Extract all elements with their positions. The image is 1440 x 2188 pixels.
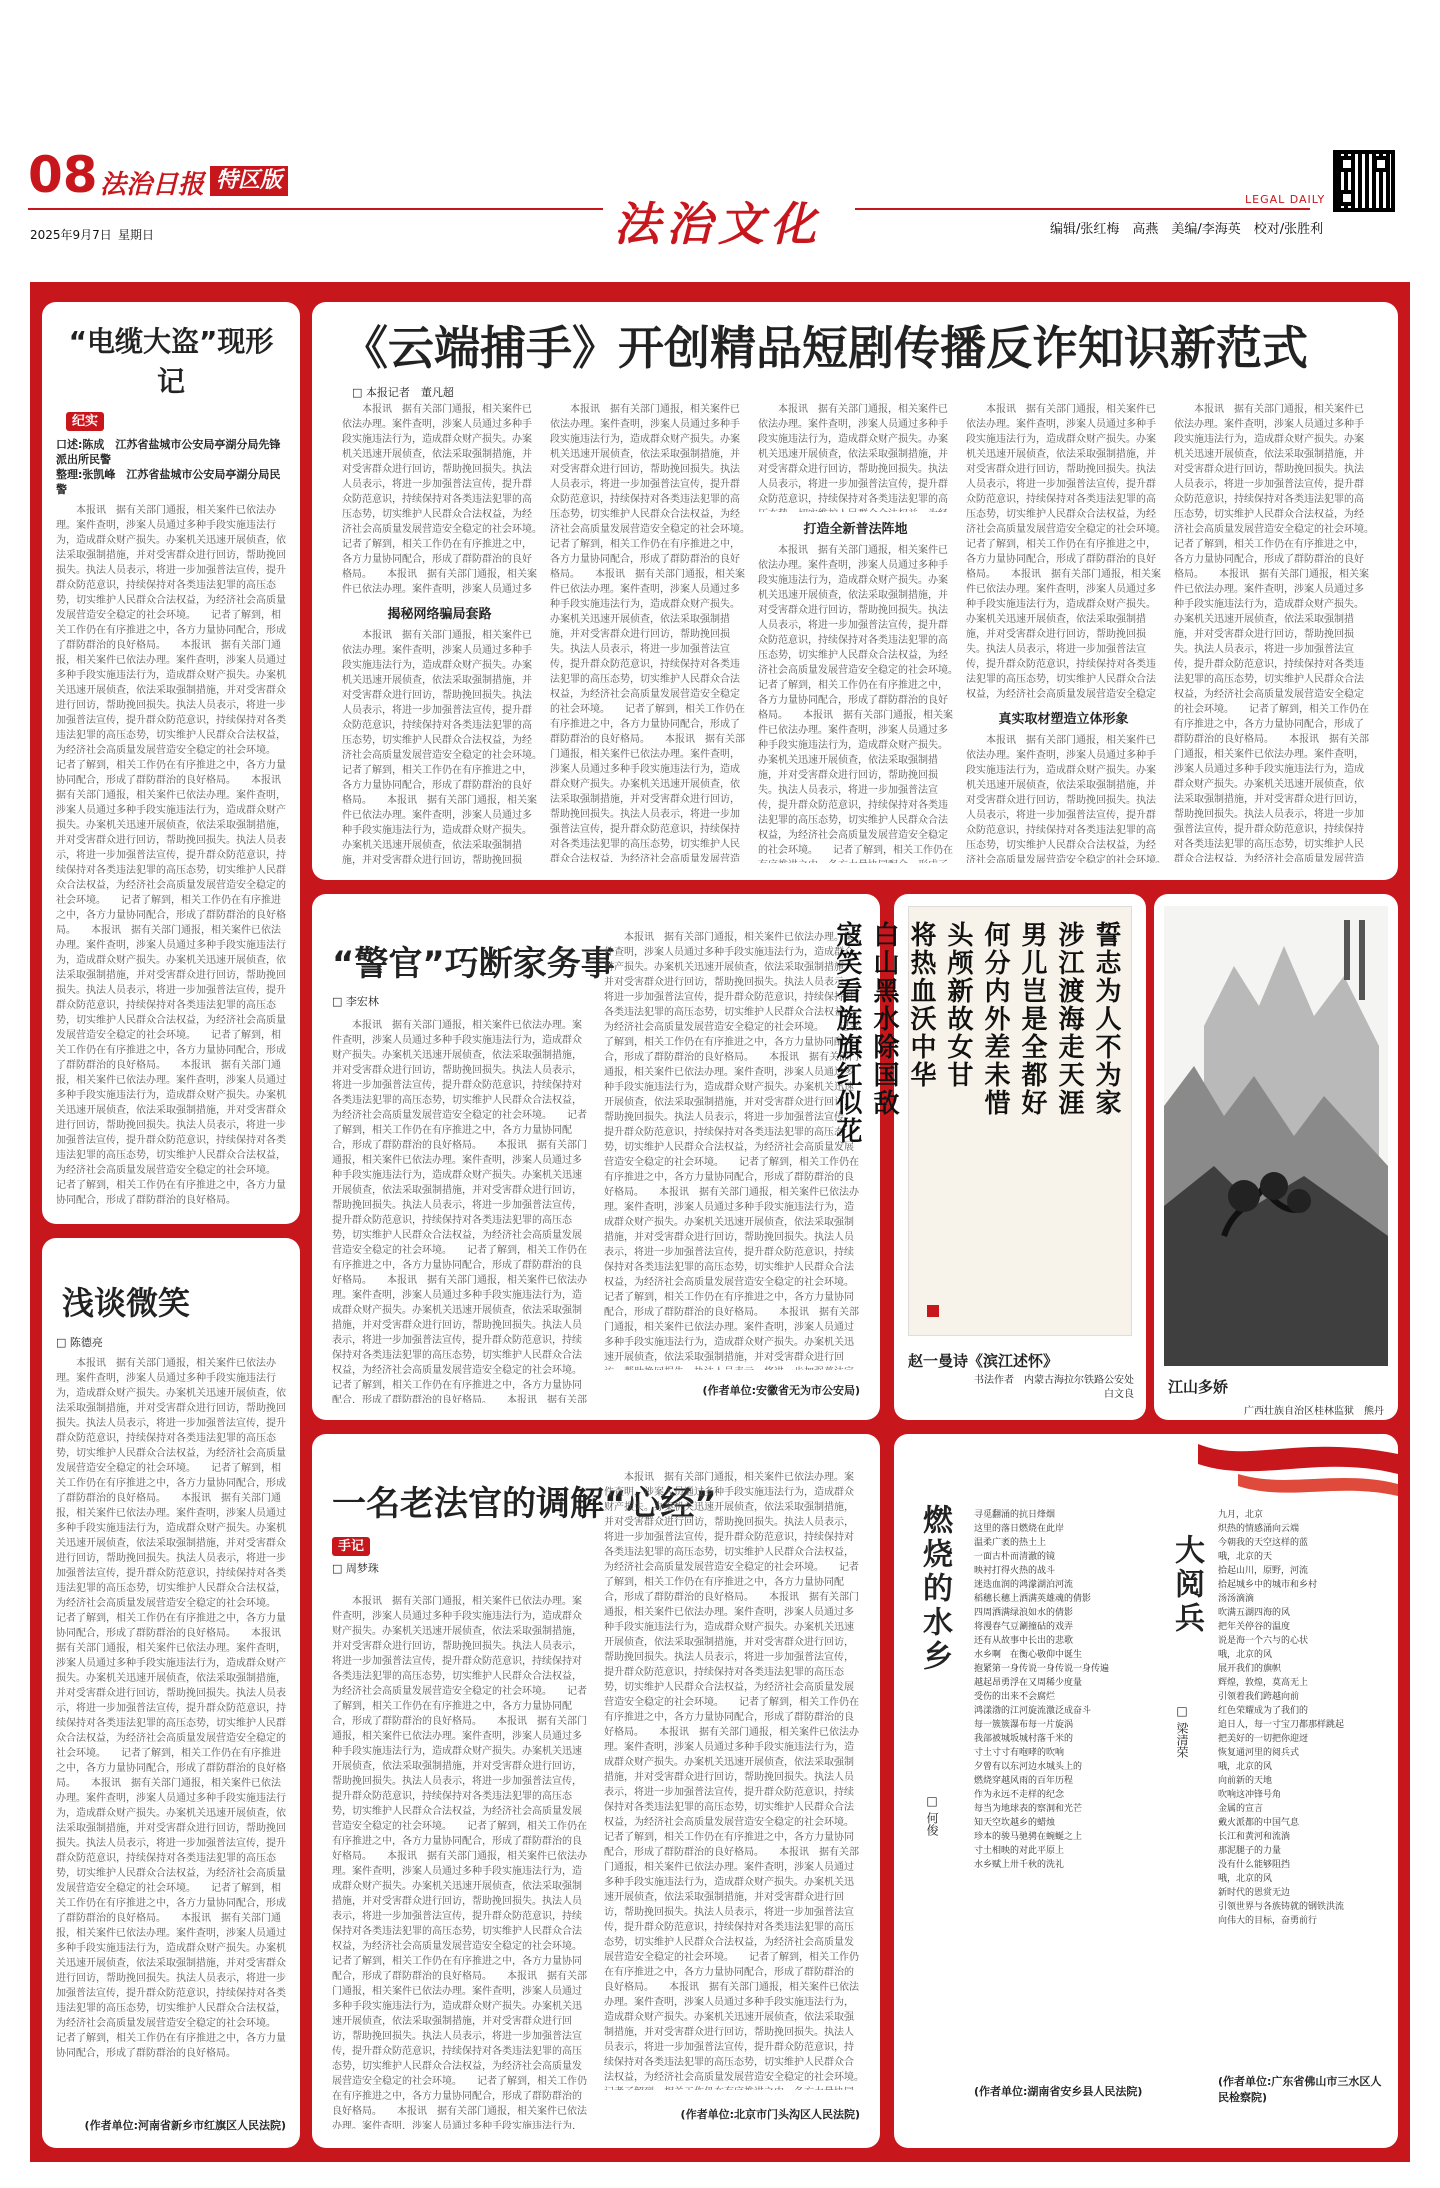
poem-line: 寻觅翻涌的抗日烽烟 bbox=[974, 1510, 1056, 1520]
issue-weekday: 星期日 bbox=[118, 228, 155, 242]
poem-line: 作为永远不走样的纪念 bbox=[974, 1790, 1065, 1800]
column-1 bbox=[342, 402, 537, 862]
poem-line: 新时代的恩赏无边 bbox=[1218, 1888, 1291, 1898]
column-4 bbox=[966, 402, 1161, 862]
calligraphy-line: 男儿岂是全都好 bbox=[1017, 921, 1047, 1117]
calligraphy-artwork bbox=[832, 906, 1132, 1336]
painting-credit: 广西壮族自治区桂林监狱 熊丹 bbox=[1244, 1406, 1384, 1417]
page-number: 08 bbox=[28, 146, 98, 204]
poem-line: 引领世界与各族铸就的钢铁洪流 bbox=[1218, 1902, 1345, 1912]
article-body bbox=[1174, 402, 1369, 862]
poem-line: 九月，北京 bbox=[1218, 1510, 1264, 1520]
poem-line: 哦，北京的风 bbox=[1218, 1874, 1273, 1884]
header-divider-left bbox=[28, 208, 603, 210]
poem-author: □ 梁清荣 bbox=[1175, 1704, 1189, 1758]
calligraphy-line: 何分内外差未惜 bbox=[980, 921, 1010, 1117]
article-title: “警官”巧断家务事 bbox=[332, 944, 615, 984]
article-author: 口述:陈成 江苏省盐城市公安局亭湖分局先锋派出所民警 bbox=[56, 438, 281, 466]
poem-line: 温柔广袤的热土上 bbox=[974, 1538, 1047, 1548]
poem-line: 吹响这冲锋号角 bbox=[1218, 1790, 1282, 1800]
article-body bbox=[966, 733, 1161, 863]
issue-date: 2025年9月7日 bbox=[30, 228, 112, 242]
article-police-family bbox=[312, 894, 880, 1420]
poem-line: 汤汤滴滴 bbox=[1218, 1594, 1255, 1604]
article-body bbox=[332, 1018, 587, 1403]
poem-line: 炽热的情感涌向云端 bbox=[1218, 1524, 1300, 1534]
poem-line: 哦，北京的风 bbox=[1218, 1650, 1273, 1660]
poem-line: 将漫春气豆涮撞砧的戏弄 bbox=[974, 1622, 1074, 1632]
poem-line: 追日人，每一寸宝刀都那样跳起 bbox=[1218, 1720, 1345, 1730]
poem-title: 燃烧的水乡 bbox=[917, 1504, 952, 1674]
poem-line: 映衬打得火热的战斗 bbox=[974, 1566, 1056, 1576]
author-unit: (作者单位:河南省新乡市红旗区人民法院) bbox=[84, 2119, 286, 2132]
painting-caption: 江山多娇 bbox=[1168, 1378, 1229, 1396]
poem-body bbox=[1218, 1508, 1388, 2068]
calligraphy-line: 涉江渡海走天涯 bbox=[1054, 921, 1084, 1117]
poem-line: 受伤的出来不会腐烂 bbox=[974, 1692, 1056, 1702]
poem-line: 把年关停谷的温度 bbox=[1218, 1622, 1291, 1632]
calligraphy-line: 白山黑水除国敌 bbox=[869, 921, 899, 1117]
article-byline: □ 本报记者 董凡超 bbox=[352, 386, 454, 399]
poem-line: 金属的宣言 bbox=[1218, 1804, 1264, 1814]
seal-stamp bbox=[927, 1305, 939, 1317]
poem-line: 一面古朴而清澈的镜 bbox=[974, 1552, 1056, 1562]
paper-name: 法治日报 bbox=[100, 170, 205, 200]
poem-line: 每一簇簇瀑布每一片旋涡 bbox=[974, 1720, 1074, 1730]
poem-line: 知天空坎越乡的蜡烛 bbox=[974, 1818, 1056, 1828]
landscape-painting bbox=[1164, 906, 1388, 1366]
article-smile bbox=[42, 1238, 300, 2148]
poem-line: 越起昂勇浮在又周稀少度量 bbox=[974, 1678, 1083, 1688]
subheading: 揭秘网络骗局套路 bbox=[387, 607, 492, 622]
article-editor: 整理:张凯峰 江苏省盐城市公安局亭湖分局民警 bbox=[56, 468, 281, 496]
poem-body bbox=[974, 1508, 1134, 2068]
poem-line: 向伟大的目标，奋勇前行 bbox=[1218, 1916, 1318, 1926]
article-body bbox=[604, 930, 859, 1370]
poem-line: 恢复通河里的阅兵式 bbox=[1218, 1748, 1300, 1758]
poem-line: 戴火派都的中国气息 bbox=[1218, 1818, 1300, 1828]
poem-line: 水乡啊 在衡心敬仰中诞生 bbox=[974, 1650, 1083, 1660]
poem-line: 哦，北京的天 bbox=[1218, 1552, 1273, 1562]
column-3 bbox=[758, 402, 953, 862]
flag-ribbon-decoration bbox=[1198, 1434, 1398, 1504]
poem-title: 大阅兵 bbox=[1169, 1534, 1204, 1636]
poem-line: 引领着我们跨越向前 bbox=[1218, 1692, 1300, 1702]
poem-line: 长江和黄河和流淌 bbox=[1218, 1832, 1291, 1842]
article-body bbox=[332, 1594, 587, 2129]
article-body bbox=[342, 628, 537, 868]
poem-line: 还有从故事中长出的悲歌 bbox=[974, 1636, 1074, 1646]
poem-line: 那泥腿子的力量 bbox=[1218, 1846, 1282, 1856]
article-author: □ 陈德亮 bbox=[56, 1336, 103, 1349]
poem-line: 每当为地球表的察洞和光芒 bbox=[974, 1804, 1083, 1814]
poem-line: 拾起山川，原野，河流 bbox=[1218, 1566, 1309, 1576]
author-unit: (作者单位:安徽省无为市公安局) bbox=[702, 1384, 860, 1397]
article-body bbox=[758, 543, 953, 863]
article-body bbox=[342, 402, 537, 597]
calligraphy-caption: 赵一曼诗《滨江述怀》 bbox=[908, 1352, 1059, 1370]
poem-line: 夕曾有以东河边水城头上的 bbox=[974, 1762, 1083, 1772]
header-divider-right bbox=[855, 208, 1310, 210]
article-body bbox=[56, 1356, 286, 2111]
qr-code bbox=[1333, 150, 1395, 212]
editors-line: 编辑/张红梅 高燕 美编/李海英 校对/张胜利 bbox=[1050, 222, 1324, 237]
painting-panel bbox=[1154, 894, 1398, 1420]
poem-line: 向前新的天地 bbox=[1218, 1776, 1273, 1786]
article-body bbox=[758, 402, 953, 512]
calligraphy-panel bbox=[832, 894, 1146, 1420]
article-author: □ 李宏林 bbox=[332, 995, 379, 1008]
poem-line: 今朝我的天空这样的蓝 bbox=[1218, 1538, 1309, 1548]
author-unit: (作者单位:湖南省安乡县人民法院) bbox=[974, 2085, 1143, 2098]
tag-badge: 纪实 bbox=[66, 412, 104, 431]
section-title: 法治文化 bbox=[614, 197, 822, 251]
tag-badge: 手记 bbox=[332, 1537, 370, 1556]
section-english: LEGAL DAILY bbox=[1245, 193, 1326, 206]
poem-line: 抱紧第一身传说一身传说一身传遍 bbox=[974, 1664, 1110, 1674]
poem-line: 没有什么能够阻挡 bbox=[1218, 1860, 1291, 1870]
calligraphy-line: 将热血沃中华 bbox=[906, 921, 936, 1089]
calligraphy-line: 头颅新故女甘 bbox=[943, 921, 973, 1089]
poems-panel bbox=[894, 1434, 1398, 2148]
calligraphy-line: 寇笑看旌旗红似花 bbox=[832, 921, 862, 1145]
article-old-judge bbox=[312, 1434, 880, 2148]
poem-line: 四周洒满绿浪如水的倩影 bbox=[974, 1608, 1074, 1618]
poem-line: 珍本的骏马驰骋在蜿蜒之上 bbox=[974, 1832, 1083, 1842]
poem-line: 这里的落日燃烧在此岸 bbox=[974, 1524, 1065, 1534]
poem-line: 水乡赋上卅千秋的洗礼 bbox=[974, 1860, 1065, 1870]
article-body bbox=[966, 402, 1161, 702]
column-5 bbox=[1174, 402, 1369, 862]
subheading: 打造全新普法阵地 bbox=[803, 522, 908, 537]
poem-line: 拾起城乡中的城市和乡村 bbox=[1218, 1580, 1318, 1590]
poem-line: 寸土相映的对此平原上 bbox=[974, 1846, 1065, 1856]
article-cloud-catcher bbox=[312, 302, 1398, 880]
article-body bbox=[56, 503, 286, 1243]
calligraphy-credit: 书法作者 内蒙古海拉尔铁路公安处 白文良 bbox=[974, 1375, 1144, 1400]
poem-line: 吹满五湖四海的风 bbox=[1218, 1608, 1291, 1618]
article-author: □ 周梦珠 bbox=[332, 1562, 379, 1575]
subheading: 真实取材塑造立体形象 bbox=[998, 712, 1129, 727]
poem-line: 把美好的一切把你迎迓 bbox=[1218, 1734, 1309, 1744]
article-body bbox=[550, 402, 745, 862]
author-unit: (作者单位:北京市门头沟区人民法院) bbox=[680, 2108, 860, 2121]
article-title: “电缆大盗”现形记 bbox=[68, 325, 274, 398]
column-2 bbox=[550, 402, 745, 862]
poem-line: 鸿漾渤的江河旋流激泛成奋斗 bbox=[974, 1706, 1092, 1716]
edition-badge: 特区版 bbox=[210, 166, 288, 196]
calligraphy-line: 誓志为人不为家 bbox=[1091, 921, 1121, 1117]
article-title: 浅谈微笑 bbox=[62, 1284, 191, 1322]
article-title: 《云端捕手》开创精品短剧传播反诈知识新范式 bbox=[342, 321, 1308, 375]
poem-line: 说是海一个六与的心状 bbox=[1218, 1636, 1309, 1646]
article-cable-thief bbox=[42, 302, 300, 1224]
poem-line: 燃烧穿越风雨的百年历程 bbox=[974, 1776, 1074, 1786]
poem-line: 哦，北京的风 bbox=[1218, 1762, 1273, 1772]
poem-line: 寸土寸寸有咆哮的吹响 bbox=[974, 1748, 1065, 1758]
poem-line: 展开我们的旗帜 bbox=[1218, 1664, 1282, 1674]
poem-author: □ 何俊 bbox=[925, 1794, 939, 1836]
article-title: 一名老法官的调解“心经” bbox=[332, 1484, 717, 1524]
poem-line: 稻穗长穗上洒满英雄魂的倩影 bbox=[974, 1594, 1092, 1604]
poem-line: 辉煌，敦煌，莫高无上 bbox=[1218, 1678, 1309, 1688]
article-body bbox=[604, 1470, 859, 2090]
author-unit: (作者单位:广东省佛山市三水区人民检察院) bbox=[1218, 2075, 1382, 2104]
poem-line: 迷迭血润的鸿濛湖泊河流 bbox=[974, 1580, 1074, 1590]
poem-line: 我部被城坂城村落千米的 bbox=[974, 1734, 1074, 1744]
poem-line: 红色荣耀成为了我们的 bbox=[1218, 1706, 1309, 1716]
